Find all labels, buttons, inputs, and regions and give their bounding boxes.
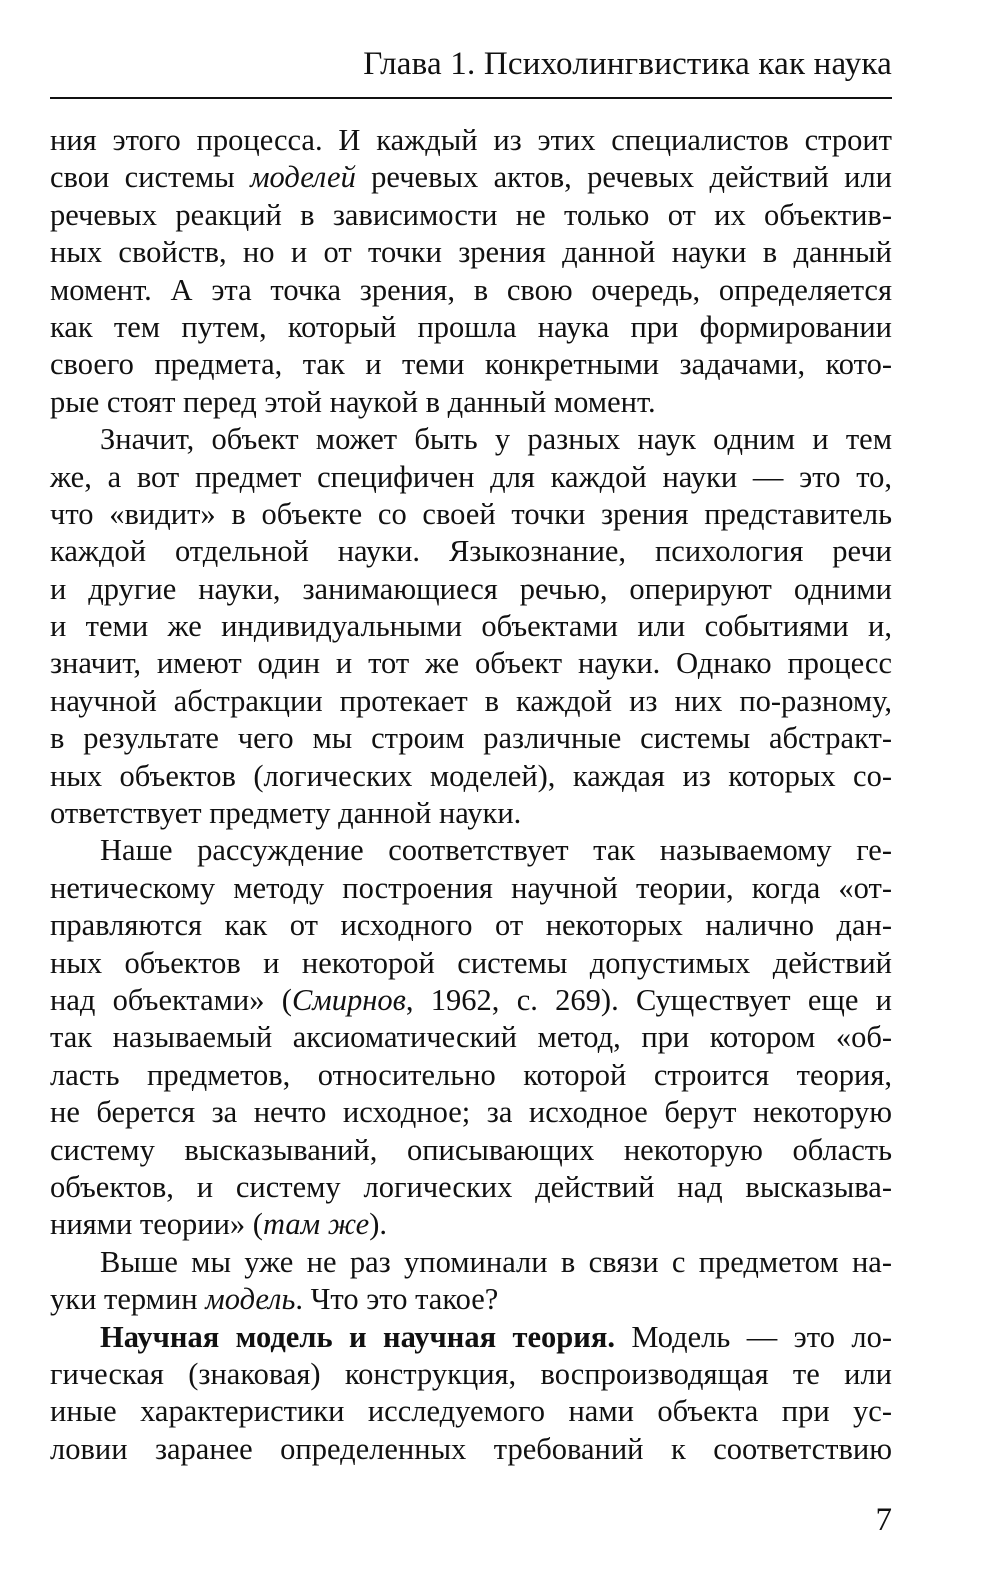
text-line: ных объектов (логических моделей), каждая из которых со- <box>50 758 892 793</box>
text-line: правляются как от исходного от некоторых налично дан- <box>50 908 892 943</box>
text-line: Значит, объект может быть у разных наук одним и тем <box>100 422 892 457</box>
text-line: объектов, и систему логических действий над высказыва- <box>50 1169 892 1204</box>
text-line: ловии заранее определенных требований к соответствию <box>50 1431 892 1466</box>
text-line: систему высказываний, описывающих некоторую область <box>50 1132 892 1167</box>
page-body <box>50 122 892 1468</box>
text-line: свои системы моделей речевых актов, речевых действий или <box>50 160 893 195</box>
text-line: и теми же индивидуальными объектами или событиями и, <box>50 609 892 644</box>
text-line: не берется за нечто исходное; за исходное берут некоторую <box>50 1095 892 1130</box>
text-line: ных свойств, но и от точки зрения данной науки в данный <box>50 235 892 270</box>
section-run-in-heading: Научная модель и научная теория. <box>100 1319 615 1354</box>
header-rule <box>50 97 892 99</box>
text-line: ласть предметов, относительно которой строится теория, <box>50 1057 892 1092</box>
text-line: своего предмета, так и теми конкретными задачами, кото- <box>50 347 892 382</box>
text-line: каждой отдельной науки. Языкознание, психология речи <box>50 534 892 569</box>
text-line: Наше рассуждение соответствует так называемому ге- <box>100 833 892 868</box>
text-line: так называемый аксиоматический метод, при котором «об- <box>50 1020 892 1055</box>
text-line: ных объектов и некоторой системы допустимых действий <box>50 945 892 980</box>
text-line: в результате чего мы строим различные системы абстракт- <box>50 721 892 756</box>
text-line: над объектами» (Смирнов, 1962, с. 269). Существует еще и <box>50 982 892 1017</box>
italic-author: Смирнов <box>291 982 406 1017</box>
italic-ibid: там же <box>262 1207 370 1242</box>
text-line: ответствует предмету данной науки. <box>50 796 522 831</box>
text-line: научной абстракции протекает в каждой из них по-разному, <box>50 683 892 718</box>
text-line: ниями теории» (там же). <box>50 1207 388 1242</box>
text-line: уки термин модель. Что это такое? <box>50 1282 499 1317</box>
page-number: 7 <box>875 1502 892 1538</box>
text-line: же, а вот предмет специфичен для каждой науки — это то, <box>50 459 892 494</box>
text-line: как тем путем, который прошла наука при формировании <box>50 309 892 344</box>
italic-term: модель <box>205 1282 296 1317</box>
text-line: гическая (знаковая) конструкция, воспроизводящая те или <box>50 1356 892 1391</box>
running-header: Глава 1. Психолингвистика как наука <box>363 46 892 82</box>
text-line: и другие науки, занимающиеся речью, оперируют одними <box>50 571 892 606</box>
text-line: речевых реакций в зависимости не только от их объектив- <box>50 197 892 232</box>
text-line: ния этого процесса. И каждый из этих специалистов строит <box>50 123 892 157</box>
italic-term: моделей <box>250 160 356 195</box>
text-line: нетическому методу построения научной теории, когда «от- <box>50 870 892 905</box>
text-line: рые стоят перед этой наукой в данный момент. <box>50 384 656 419</box>
text-line: Научная модель и научная теория. Модель — это ло- <box>100 1319 892 1354</box>
text-line: иные характеристики исследуемого нами объекта при ус- <box>50 1394 892 1429</box>
text-line: Выше мы уже не раз упоминали в связи с предметом на- <box>100 1244 892 1279</box>
text-line: момент. А эта точка зрения, в свою очередь, определяется <box>50 272 892 307</box>
text-line: что «видит» в объекте со своей точки зрения представитель <box>50 496 892 531</box>
text-line: значит, имеют один и тот же объект науки. Однако процесс <box>50 646 892 681</box>
